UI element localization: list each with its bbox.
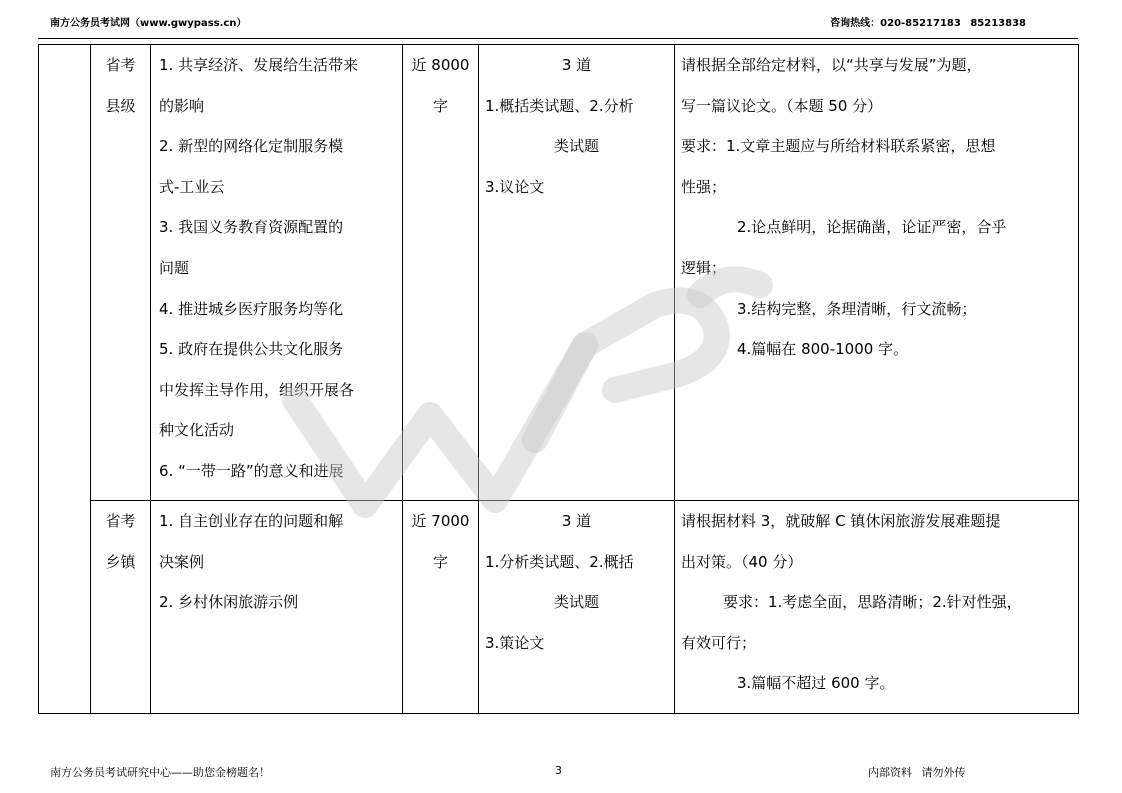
header-divider: [38, 38, 1078, 39]
essay-line: 请根据材料 3，就破解 C 镇休闲旅游发展难题提: [681, 512, 1001, 530]
question-line: 类试题: [553, 593, 599, 612]
question-line: 1.分析类试题、2.概括: [485, 552, 634, 571]
footer-notice: 内部资料 请勿外传: [868, 766, 966, 779]
exam-type-cell: [91, 501, 151, 714]
material-line: 问题: [159, 258, 190, 277]
essay-line: 要求：1.文章主题应与所给材料联系紧密，思想: [681, 137, 996, 156]
header-site-title: 南方公务员考试网（www.gwypass.cn）: [50, 18, 247, 29]
essay-line: 要求：1.考虑全面，思路清晰；2.针对性强，: [723, 593, 1022, 612]
type-line: 县级: [105, 96, 136, 115]
table-row-county: [39, 45, 1079, 501]
hotline-numbers: 020-85217183 85213838: [880, 18, 1026, 29]
exam-table: [38, 44, 1079, 714]
footer-slogan: 南方公务员考试研究中心——助您金榜题名！: [50, 766, 270, 779]
essay-line: 性强；: [681, 177, 727, 196]
essay-line: 请根据全部给定材料，以“共享与发展”为题，: [681, 56, 982, 74]
word-count-cell: [403, 501, 479, 714]
questions-cell: [479, 501, 675, 714]
material-line: 2. 新型的网络化定制服务模: [159, 137, 344, 156]
left-blank-cell: [39, 45, 91, 714]
essay-cell: [675, 45, 1079, 501]
header-hotline: [830, 14, 1026, 29]
word-count-cell: [403, 45, 479, 501]
type-line: 乡镇: [105, 552, 136, 571]
question-line: 类试题: [553, 137, 599, 156]
material-line: 6. “一带一路”的意义和进展: [159, 461, 344, 480]
essay-line: 2.论点鲜明，论据确凿，论证严密，合乎: [737, 218, 1007, 237]
essay-line: 3.篇幅不超过 600 字。: [737, 674, 895, 693]
essay-line: 有效可行；: [681, 633, 757, 652]
essay-line: 4.篇幅在 800-1000 字。: [737, 340, 909, 359]
essay-line: 逻辑；: [681, 258, 727, 277]
essay-line: 3.结构完整，条理清晰，行文流畅；: [737, 299, 977, 318]
question-line: 3 道: [561, 56, 592, 74]
page-number: 3: [555, 764, 562, 777]
exam-type-cell: [91, 45, 151, 501]
questions-cell: [479, 45, 675, 501]
material-line: 式-工业云: [159, 177, 225, 196]
essay-line: 出对策。（40 分）: [681, 552, 803, 571]
word-count-line: 近 8000: [411, 56, 470, 74]
question-line: 3.议论文: [485, 177, 545, 196]
materials-cell: [151, 45, 403, 501]
essay-line: 写一篇议论文。（本题 50 分）: [681, 96, 883, 115]
type-line: 省考: [105, 56, 136, 74]
word-count-line: 字: [432, 96, 448, 115]
materials-cell: [151, 501, 403, 714]
material-line: 1. 自主创业存在的问题和解: [159, 512, 344, 530]
question-line: 3.策论文: [485, 633, 545, 652]
material-line: 的影响: [159, 96, 205, 115]
essay-cell: [675, 501, 1079, 714]
material-line: 中发挥主导作用，组织开展各: [159, 380, 355, 399]
hotline-label: 咨询热线：: [830, 18, 881, 29]
material-line: 决案例: [159, 552, 205, 571]
material-line: 种文化活动: [159, 421, 235, 440]
material-line: 3. 我国义务教育资源配置的: [159, 218, 344, 237]
question-line: 3 道: [561, 512, 592, 530]
word-count-line: 近 7000: [411, 512, 470, 530]
word-count-line: 字: [432, 552, 448, 571]
table-row-township: [39, 501, 1079, 714]
material-line: 4. 推进城乡医疗服务均等化: [159, 299, 344, 318]
material-line: 2. 乡村休闲旅游示例: [159, 593, 299, 612]
question-line: 1.概括类试题、2.分析: [485, 96, 634, 115]
material-line: 5. 政府在提供公共文化服务: [159, 340, 344, 359]
type-line: 省考: [105, 512, 136, 530]
material-line: 1. 共享经济、发展给生活带来: [159, 56, 359, 74]
